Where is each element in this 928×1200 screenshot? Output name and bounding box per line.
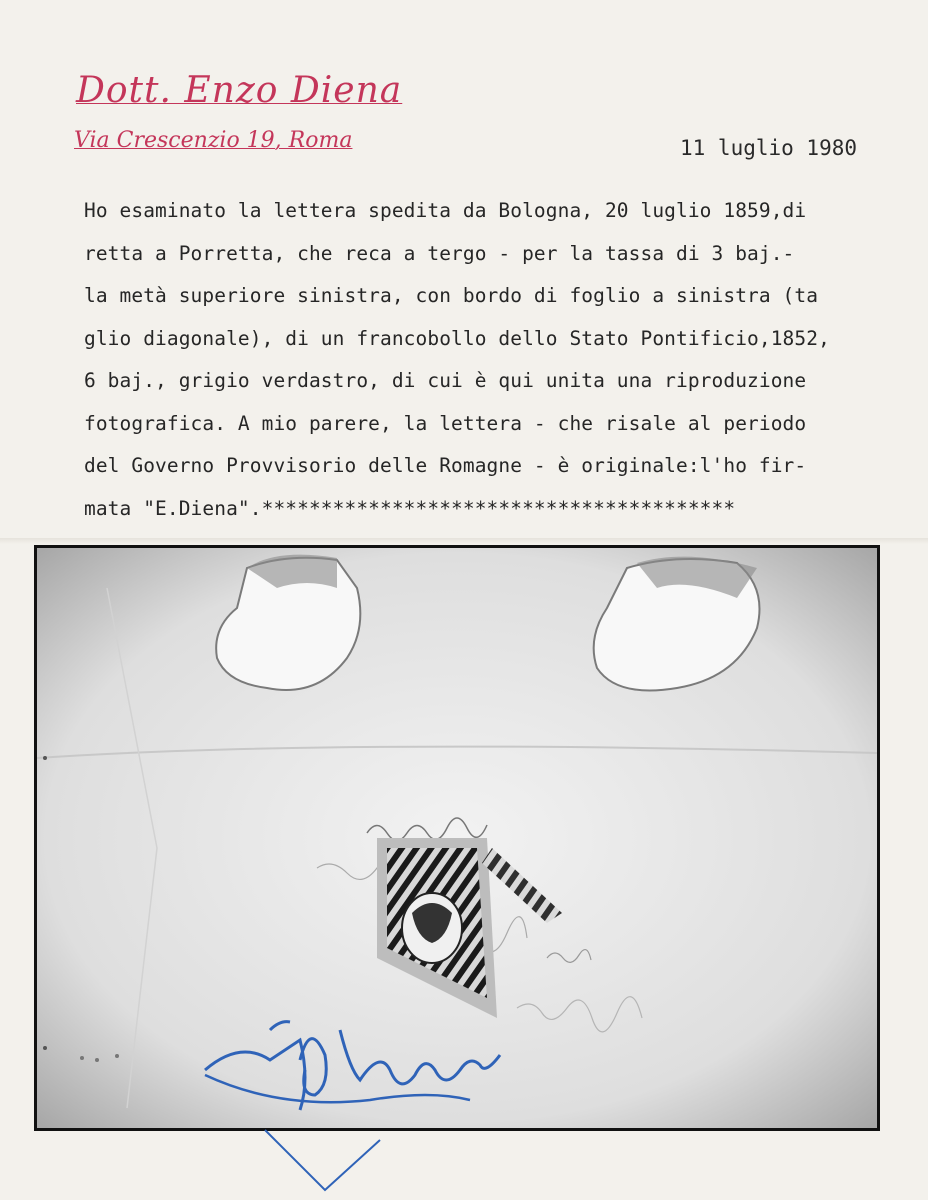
body-line: fotografica. A mio parere, la lettera - che risale al periodo (84, 411, 807, 435)
paper-fold (0, 538, 928, 544)
body-line: retta a Porretta, che reca a tergo - per la tassa di 3 baj.- (84, 241, 795, 265)
body-line: la metà superiore sinistra, con bordo di foglio a sinistra (ta (84, 284, 819, 307)
body-line: mata "E.Diena".**************************************** (84, 496, 736, 520)
certificate-body (84, 190, 884, 530)
letter-date: 11 luglio 1980 (680, 136, 858, 160)
letterhead-name: Dott. Enzo Diena (76, 70, 403, 111)
cover-photo-image (37, 548, 877, 1128)
body-line: glio diagonale), di un francobollo dello Stato Pontificio,1852, (84, 326, 830, 350)
body-line: del Governo Provvisorio delle Romagne - è originale:l'ho fir- (84, 454, 807, 477)
letterhead-address: Via Crescenzio 19, Roma (74, 128, 353, 153)
body-line: 6 baj., grigio verdastro, di cui è qui unita una riproduzione (84, 369, 807, 392)
body-line: Ho esaminato la lettera spedita da Bologna, 20 luglio 1859,di (84, 199, 807, 222)
cover-photo (34, 545, 880, 1131)
